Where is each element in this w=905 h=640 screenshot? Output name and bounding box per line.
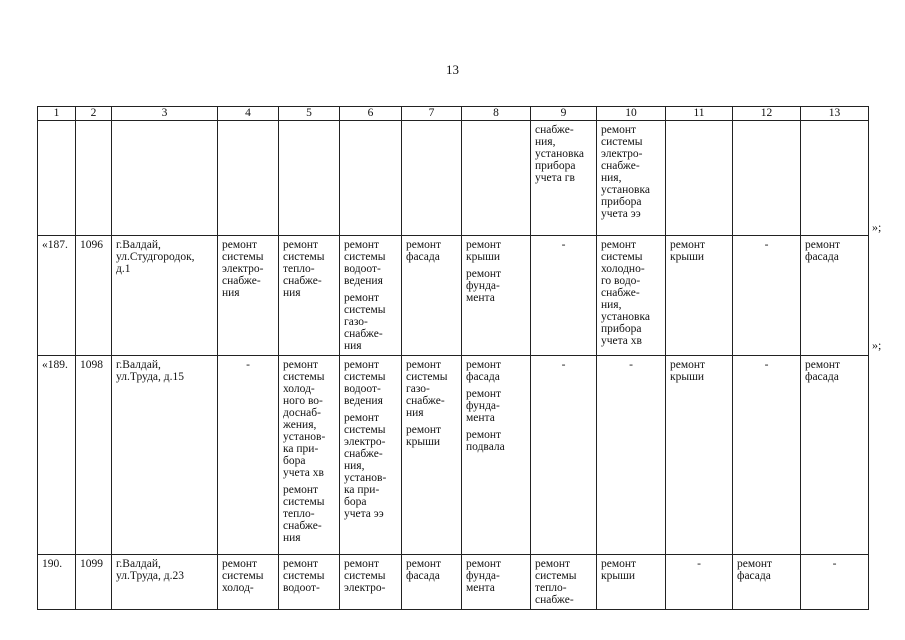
work-item: ремонт крыши bbox=[670, 239, 706, 263]
row-number-cell bbox=[38, 236, 76, 356]
address-cell bbox=[112, 356, 218, 555]
work-item: ремонт фунда- мента bbox=[466, 268, 502, 304]
cell-text: снабже- ния, установка прибора учета гв bbox=[535, 124, 584, 184]
work-cell-c8 bbox=[462, 236, 531, 356]
empty-marker: - bbox=[832, 558, 837, 570]
work-cell-c5 bbox=[279, 555, 340, 610]
work-cell-c10 bbox=[597, 555, 666, 610]
work-cell-c12 bbox=[733, 356, 801, 555]
table-cell bbox=[218, 121, 279, 236]
work-cell-c6 bbox=[340, 236, 402, 356]
work-item: ремонт крыши bbox=[466, 239, 502, 263]
work-item: ремонт системы холод- ного во- доснаб- жения, установ- ка при- бора учета хв bbox=[283, 359, 326, 479]
work-cell-c9 bbox=[531, 236, 597, 356]
empty-marker: - bbox=[764, 239, 769, 251]
page-number: 13 bbox=[446, 62, 459, 77]
table-cell bbox=[733, 121, 801, 236]
work-item: ремонт системы газо- снабже- ния bbox=[406, 359, 448, 419]
empty-marker: - bbox=[629, 359, 633, 371]
empty-marker: - bbox=[561, 239, 566, 251]
table-cell bbox=[279, 121, 340, 236]
header-cell: 3 bbox=[112, 107, 218, 121]
address-cell bbox=[112, 236, 218, 356]
header-cell: 12 bbox=[733, 107, 801, 121]
work-cell-c7 bbox=[402, 555, 462, 610]
table-cell bbox=[402, 121, 462, 236]
work-item: ремонт фасада bbox=[406, 239, 442, 263]
row-code: 1096 bbox=[80, 239, 103, 251]
header-cell: 4 bbox=[218, 107, 279, 121]
work-item: ремонт фасада bbox=[406, 558, 442, 582]
table-row bbox=[38, 236, 869, 356]
work-cell-c9 bbox=[531, 356, 597, 555]
row-number: «189. bbox=[42, 359, 68, 371]
header-cell: 11 bbox=[666, 107, 733, 121]
work-item: ремонт крыши bbox=[670, 359, 706, 383]
work-item: ремонт системы электро- bbox=[344, 558, 386, 594]
header-cell: 6 bbox=[340, 107, 402, 121]
header-cell: 5 bbox=[279, 107, 340, 121]
work-cell-c4 bbox=[218, 555, 279, 610]
work-item: ремонт фунда- мента bbox=[466, 388, 502, 424]
row-code: 1099 bbox=[80, 558, 103, 570]
table-header-row bbox=[38, 107, 869, 121]
header-cell: 1 bbox=[38, 107, 76, 121]
address-text: г.Валдай, ул.Труда, д.23 bbox=[116, 558, 185, 582]
header-cell: 7 bbox=[402, 107, 462, 121]
header-cell: 10 bbox=[597, 107, 666, 121]
work-cell-c13 bbox=[801, 356, 869, 555]
work-cell-c8 bbox=[462, 555, 531, 610]
work-item: ремонт системы газо- снабже- ния bbox=[344, 292, 386, 352]
cell-text: ремонт системы электро- снабже- ния, установка прибора учета ээ bbox=[601, 124, 650, 220]
work-cell-c5 bbox=[279, 236, 340, 356]
continuation-row bbox=[38, 121, 869, 236]
work-cell-c10 bbox=[597, 356, 666, 555]
work-item: ремонт системы электро- снабже- ния, установ- ка при- бора учета ээ bbox=[344, 412, 387, 520]
work-cell-c11 bbox=[666, 236, 733, 356]
row-closing-quote: »; bbox=[872, 220, 882, 234]
work-item: ремонт системы тепло- снабже- bbox=[535, 558, 577, 606]
empty-marker: - bbox=[561, 359, 566, 371]
work-item: ремонт подвала bbox=[466, 429, 505, 453]
work-cell-c6 bbox=[340, 555, 402, 610]
table-cell bbox=[666, 121, 733, 236]
table-cell bbox=[340, 121, 402, 236]
work-item: ремонт системы холодно- го водо- снабже- ния, установка прибора учета хв bbox=[601, 239, 650, 347]
header-cell: 13 bbox=[801, 107, 869, 121]
work-item: ремонт фасада bbox=[805, 359, 841, 383]
work-item: ремонт крыши bbox=[601, 558, 637, 582]
work-cell-c5 bbox=[279, 356, 340, 555]
work-cell-c7 bbox=[402, 236, 462, 356]
work-item: ремонт фунда- мента bbox=[466, 558, 502, 594]
row-closing-quote: »; bbox=[872, 338, 882, 352]
work-cell-c11 bbox=[666, 356, 733, 555]
table-cell bbox=[801, 121, 869, 236]
work-item: ремонт системы электро- снабже- ния bbox=[222, 239, 264, 299]
work-item: ремонт системы водоот- bbox=[283, 558, 325, 594]
empty-marker: - bbox=[764, 359, 769, 371]
row-number-cell bbox=[38, 555, 76, 610]
row-code-cell bbox=[76, 555, 112, 610]
work-cell-c13 bbox=[801, 555, 869, 610]
table-row bbox=[38, 555, 869, 610]
table-cell bbox=[531, 121, 597, 236]
work-cell-c6 bbox=[340, 356, 402, 555]
work-cell-c12 bbox=[733, 236, 801, 356]
work-cell-c9 bbox=[531, 555, 597, 610]
address-text: г.Валдай, ул.Труда, д.15 bbox=[116, 359, 185, 383]
work-item: ремонт системы тепло- снабже- ния bbox=[283, 239, 325, 299]
work-item: ремонт системы тепло- снабже- ния bbox=[283, 484, 325, 544]
table-cell bbox=[462, 121, 531, 236]
row-code-cell bbox=[76, 356, 112, 555]
row-code-cell bbox=[76, 236, 112, 356]
row-number: «187. bbox=[42, 239, 68, 251]
work-cell-c12 bbox=[733, 555, 801, 610]
repair-schedule-table bbox=[37, 106, 869, 610]
empty-marker: - bbox=[697, 558, 701, 570]
work-cell-c7 bbox=[402, 356, 462, 555]
header-cell: 2 bbox=[76, 107, 112, 121]
work-item: ремонт системы водоот- ведения bbox=[344, 359, 386, 407]
work-item: ремонт фасада bbox=[805, 239, 841, 263]
row-number: 190. bbox=[42, 558, 63, 570]
work-item: ремонт системы холод- bbox=[222, 558, 264, 594]
address-cell bbox=[112, 555, 218, 610]
table-cell bbox=[76, 121, 112, 236]
row-number-cell bbox=[38, 356, 76, 555]
table-cell bbox=[597, 121, 666, 236]
work-cell-c8 bbox=[462, 356, 531, 555]
header-cell: 8 bbox=[462, 107, 531, 121]
work-cell-c4 bbox=[218, 356, 279, 555]
table-cell bbox=[112, 121, 218, 236]
empty-marker: - bbox=[246, 359, 250, 371]
work-cell-c11 bbox=[666, 555, 733, 610]
table-cell bbox=[38, 121, 76, 236]
work-item: ремонт фасада bbox=[737, 558, 773, 582]
table-row bbox=[38, 356, 869, 555]
row-code: 1098 bbox=[80, 359, 103, 371]
work-cell-c10 bbox=[597, 236, 666, 356]
work-item: ремонт системы водоот- ведения bbox=[344, 239, 386, 287]
work-item: ремонт крыши bbox=[406, 424, 442, 448]
work-cell-c4 bbox=[218, 236, 279, 356]
header-cell: 9 bbox=[531, 107, 597, 121]
work-cell-c13 bbox=[801, 236, 869, 356]
address-text: г.Валдай, ул.Студгородок, д.1 bbox=[116, 239, 195, 275]
work-item: ремонт фасада bbox=[466, 359, 502, 383]
